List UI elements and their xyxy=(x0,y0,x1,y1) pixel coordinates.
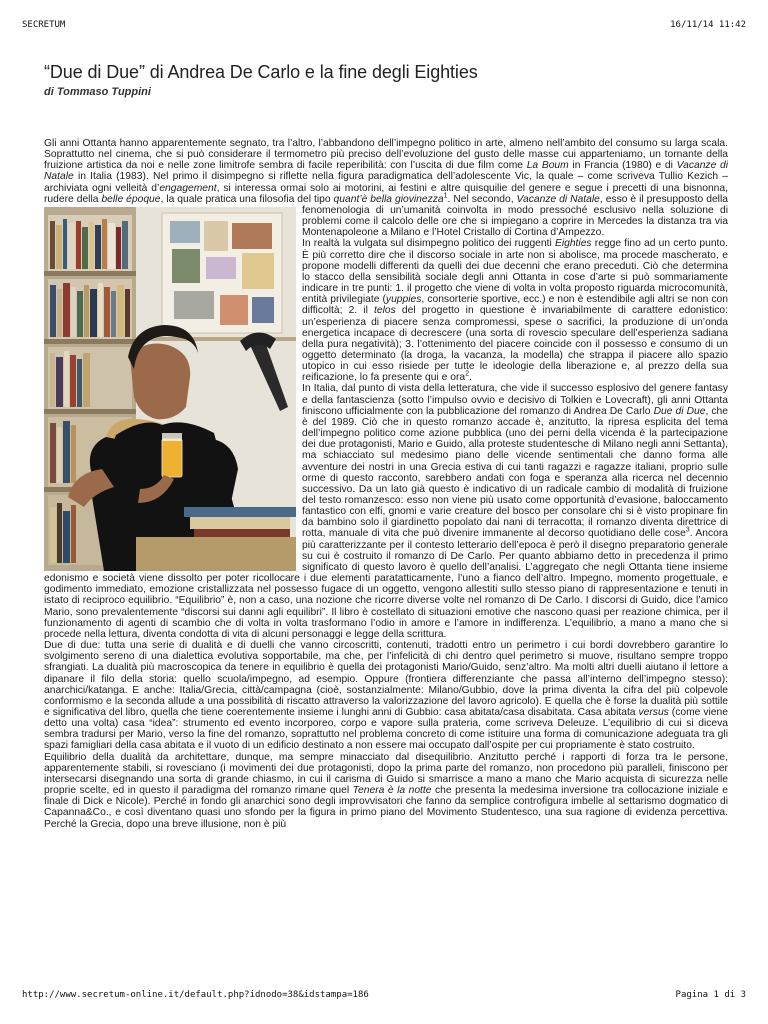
article-byline: di Tommaso Tuppini xyxy=(44,86,151,98)
site-name: SECRETUM xyxy=(22,20,66,30)
print-header xyxy=(22,20,746,34)
page-url: http://www.secretum-online.it/default.php?idnodo=38&idstampa=186 xyxy=(22,990,369,1000)
paragraph: Equilibrio della dualità da architettare, dunque, ma sempre minacciato dal disequilibrio. Anzitutto perché i rapporti di forza tra le persone, apparentemente stabili, si rovesciano (i movimenti dei due protagonisti, dopo la prima parte del romanzo, non procedono più paralleli, finiscono per intersecarsi disegnando una sorta di grande chiasmo, in cui il carisma di Guido si smarrisce a mano a mano che Mario acquista di sicurezza nelle proprie scelte, ed in questo il paradigma del romanzo rimane quel Tenera è la notte che presenta la medesima inversione tra collocazione iniziale e finale di Dick e Nicole). Perché in fondo gli anarchici sono degli improvvisatori che fanno da semplice controfigura imbelle al settarismo dogmatico di Capanna&Co., e così diventano quasi uno sfondo per la figura in primo piano del Movimento Studentesco, una sua ragione di evidenza percettiva. Perché la Grecia, dopo una breve illusione, non è più xyxy=(44,751,728,830)
print-footer xyxy=(22,990,746,1004)
page-number: Pagina 1 di 3 xyxy=(675,990,746,1000)
article-body xyxy=(44,138,728,980)
paragraph: In Italia, dal punto di vista della letteratura, che vide il successo esplosivo del genere fantasy e della fantascienza (sotto l’impulso ovvio e decisivo di Tolkien e Lovecraft), gli anni Ottanta finiscono ufficialmente con la pubblicazione del romanzo di Andrea De Carlo Due di Due, che è del 1989. Ciò che in questo romanzo accade è, anzitutto, la ripresa esplicita del tema dell’impegno politico come azione pubblica (uno dei perni della vicenda è la partecipazione dei due protagonisti, Mario e Guido, alla proteste studentesche di Milano negli anni Settanta), ma schiacciato sul medesimo piano delle vicende sentimentali che danno forma alle avventure dei nostri in una Grecia estiva di cui tanti ragazzi e ragazze italiani, proprio sulle orme di questo racconto, sarebbero andati con foga e speranza alla ricerca nel decennio successivo. Da un lato già questo è indicativo di un radicale cambio di modalità di fruizione del testo romanzesco: esso non viene più usato come opportunità d’evasione, baloccamento fantastico con elfi, gnomi e varie creature del bosco per consolare chi si è visto propinare fin da bambino solo il giardinetto popolato dai nani di terracotta; il romanzo diventa direttrice di rotta, manuale di vita che può divenire immanente al decorso quotidiano delle cose$^3$. Ancora più caratterizzante per il contesto letterario dell’epoca è però il disegno preparatorio generale su cui è costruito il romanzo di De Carlo. Per quanto abbiamo detto in precedenza il primo significato di questo lavoro è quello dell’analisi. L’aggregato che negli Ottanta tiene insieme edonismo e società viene dissolto per poter ricollocare i due elementi paratatticamente, l’uno a fianco dell’altro. Impegno, momento progettuale, e godimento immediato, emozione cristallizzata nel possesso fugace di un oggetto, vengono allestiti sullo stesso piano di rappresentazione e tenuti in istato di reciproco equilibrio. “Equilibrio” è, non a caso, una nozione che ricorre diverse volte nel romanzo di De Carlo. I discorsi di Guido, dice l’amico Mario, sono prevalentemente “discorsi sui danni agli equilibri”. Il libro è costellato di situazioni emotive che nascono quasi per reazione chimica, per il funzionamento di agenti di scambio che di volta in volta trasformano l’odio in amore e l’amore in indifferenza. L’equilibrio, a mano a mano che si procede nella lettura, diventa condotta di vita di alcuni personaggi e legge della scrittura. xyxy=(44,383,728,640)
print-datetime: 16/11/14 11:42 xyxy=(670,20,746,30)
author-photo xyxy=(44,207,296,571)
article-title: “Due di Due” di Andrea De Carlo e la fine degli Eighties xyxy=(44,62,478,82)
paragraph: Gli anni Ottanta hanno apparentemente segnato, tra l’altro, l’abbandono dell’impegno politico in arte, almeno nell’ambito del consumo su larga scala. Soprattutto nel cinema, che si può considerare il termometro più preciso dell’evoluzione del gusto delle masse cui apparteniamo, un tornante della fruizione artistica da noi e nelle zone limitrofe sembra di facile reperibilità: con l’uscita di due film come La Boum in Francia (1980) e di Vacanze di Natale in Italia (1983). Nel primo il disimpegno si riflette nella figura paradigmatica dell’adolescente Vic, la quale – come scriveva Tullio Kezich – archiviata ogni velleità d’engagement, si interessa ormai solo ai motorini, ai festini e altre quisquilie del genere e segue i precetti di una bisnonna, rudere della belle époque, la quale pratica una filosofia del tipo quant’è bella giovinezza$^1$. Nel secondo, Vacanze di Natale, esso è il presupposto della fenomenologia di un’umanità coinvolta in modo pressoché esclusivo nella soluzione di problemi come il calcolo delle ore che si impiegano a coprire in Mercedes la distanza tra via Montenapoleone a Milano e l’Hotel Cristallo di Cortina d’Ampezzo. xyxy=(44,138,728,238)
paragraph: Due di due: tutta una serie di dualità e di duelli che vanno circoscritti, contenuti, tradotti entro un perimetro i cui bordi dovrebbero garantire lo svolgimento sereno di una dialettica evolutiva sopportabile, ma che, per l’infelicità di chi dentro quel perimetro si muove, risultano sempre troppo sfrangiati. La dualità più macroscopica da tenere in equilibrio è quella dei protagonisti Mario/Guido, senz’altro. Ma molti altri duelli aiutano il lettore a dipanare il filo della storia: quello scuola/impegno, ad esempio. Oppure (frontiera differenziante che passa all’interno dell’impegno stesso): anarchici/katanga. E anche: Italia/Grecia, città/campagna (cioè, sostanzialmente: Milano/Gubbio, dove la prima diventa la cifra del più colpevole conformismo e la seconda allude a una possibilità di riscatto attraverso la valorizzazione del lavoro agricolo). E quella che è forse la dualità più sottile e significativa del libro, quella che tiene coerentemente insieme i lunghi anni di Gubbio: casa abitata/casa disabitata. Casa abitata versus (come viene detto una volta) casa “idea”: strumento ed evento incorporeo, corpo e vapore sulla prateria, come scriveva Deleuze. L’equilibrio di cui si diceva sembra tradursi per Mario, verso la fine del romanzo, soprattutto nel problema concreto di come istituire una forma di comunicazione adeguata tra gli spazi famigliari della casa abitata e il vuoto di un edificio destinato a non essere mai occupato dall’ospite per cui propriamente è stato costruito. xyxy=(44,640,728,752)
paragraph: In realtà la vulgata sul disimpegno politico dei ruggenti Eighties regge fino ad un certo punto. È più corretto dire che il discorso sociale in arte non si abolisce, ma procede mascherato, e propone modelli differenti da quelli dei due decenni che erano preceduti. Ciò che determina lo stacco della sensibilità sociale degli anni Ottanta in cose d’arte si può sommariamente indicare in tre punti: 1. il progetto che viene di volta in volta proposto riguarda microcomunità, entità privilegiate (yuppies, consorterie sportive, ecc.) e non è estendibile agli altri se non con difficoltà; 2. il telos del progetto in questione è invariabilmente di carattere edonistico: un’esperienza di piacere senza compromessi, spese o sacrifici, la produzione di un’onda energetica incapace di decrescere (una sorta di rovescio speculare dell’esperienza sadiana della pura negatività); 3. l’ottenimento del piacere coincide con il possesso e consumo di un oggetto determinato (la droga, la vacanza, la modella) che strappa il piacere allo spazio utopico in cui esso risiede per tutte le ideologie della liberazione e, al prezzo della sua reificazione, lo fa presente qui e ora$^2$. xyxy=(302,238,728,384)
